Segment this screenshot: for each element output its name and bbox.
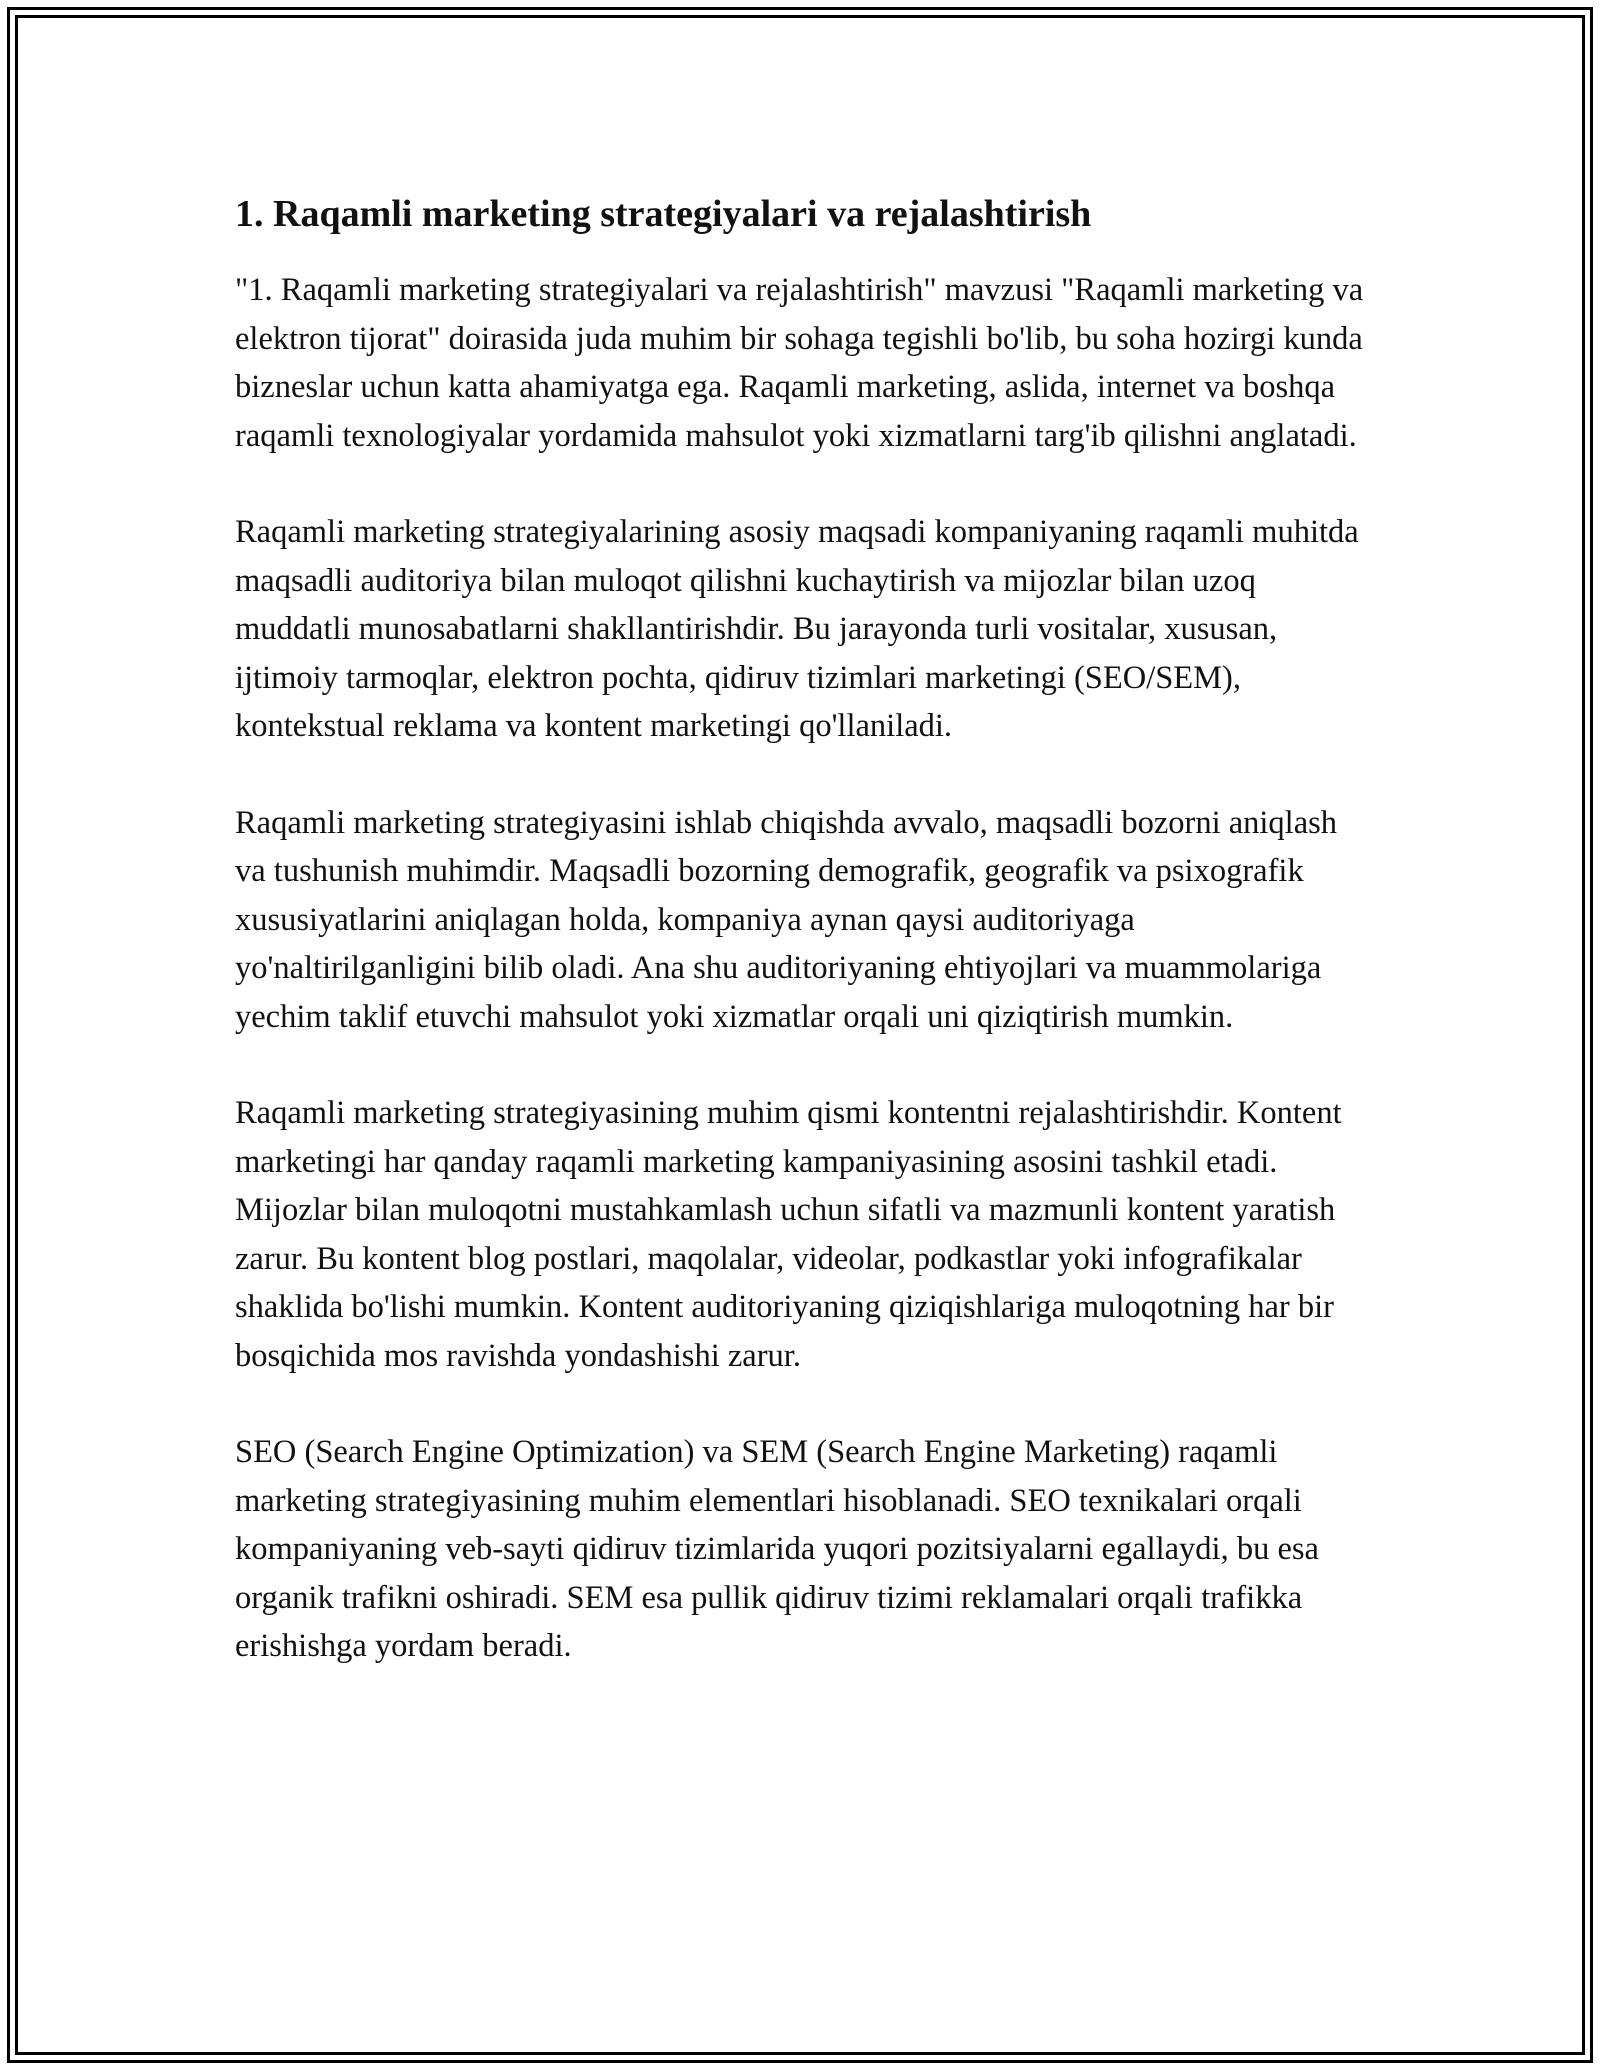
paragraph-content-planning: Raqamli marketing strategiyasining muhim qismi kontentni rejalashtirishdir. Kontent marketingi har qanday raqamli marketing kampaniyasining asosini tashkil etadi. Mijozlar bilan muloqotni mustahkamlash uchun sifatli va mazmunli kontent yaratish zarur. Bu kontent blog postlari, maqolalar, videolar, podkastlar yoki infografikalar shaklida bo'lishi mumkin. Kontent auditoriyaning qiziqishlariga muloqotning har bir bosqichida mos ravishda yondashishi zarur. [235, 1095, 1342, 1374]
paragraph-target-market: Raqamli marketing strategiyasini ishlab chiqishda avvalo, maqsadli bozorni aniqlash va tushunish muhimdir. Maqsadli bozorning demografik, geografik va psixografik xususiyatlarini aniqlagan holda, kompaniya aynan qaysi auditoriyaga yo'naltirilganligini bilib oladi. Ana shu auditoriyaning ehtiyojlari va muammolariga yechim taklif etuvchi mahsulot yoki xizmatlar orqali uni qiziqtirish mumkin. [235, 804, 1338, 1035]
paragraph-intro: "1. Raqamli marketing strategiyalari va rejalashtirish" mavzusi "Raqamli marketing va elektron tijorat" doirasida juda muhim bir sohaga tegishli bo'lib, bu soha hozirgi kunda bizneslar uchun katta ahamiyatga ega. Raqamli marketing, aslida, internet va boshqa raqamli texnologiyalar yordamida mahsulot yoki xizmatlarni targ'ib qilishni anglatadi. [235, 272, 1364, 454]
document-body [235, 188, 1375, 1719]
paragraph-seo-sem: SEO (Search Engine Optimization) va SEM (Search Engine Marketing) raqamli marketing strategiyasining muhim elementlari hisoblanadi. SEO texnikalari orqali kompaniyaning veb-sayti qidiruv tizimlarida yuqori pozitsiyalarni egallaydi, bu esa organik trafikni oshiradi. SEM esa pullik qidiruv tizimi reklamalari orqali trafikka erishishga yordam beradi. [235, 1434, 1319, 1664]
paragraph-goals: Raqamli marketing strategiyalarining asosiy maqsadi kompaniyaning raqamli muhitda maqsadli auditoriya bilan muloqot qilishni kuchaytirish va mijozlar bilan uzoq muddatli munosabatlarni shakllantirishdir. Bu jarayonda turli vositalar, xususan, ijtimoiy tarmoqlar, elektron pochta, qidiruv tizimlari marketingi (SEO/SEM), kontekstual reklama va kontent marketingi qo'llaniladi. [235, 514, 1359, 744]
section-heading: 1. Raqamli marketing strategiyalari va rejalashtirish [235, 193, 1092, 235]
